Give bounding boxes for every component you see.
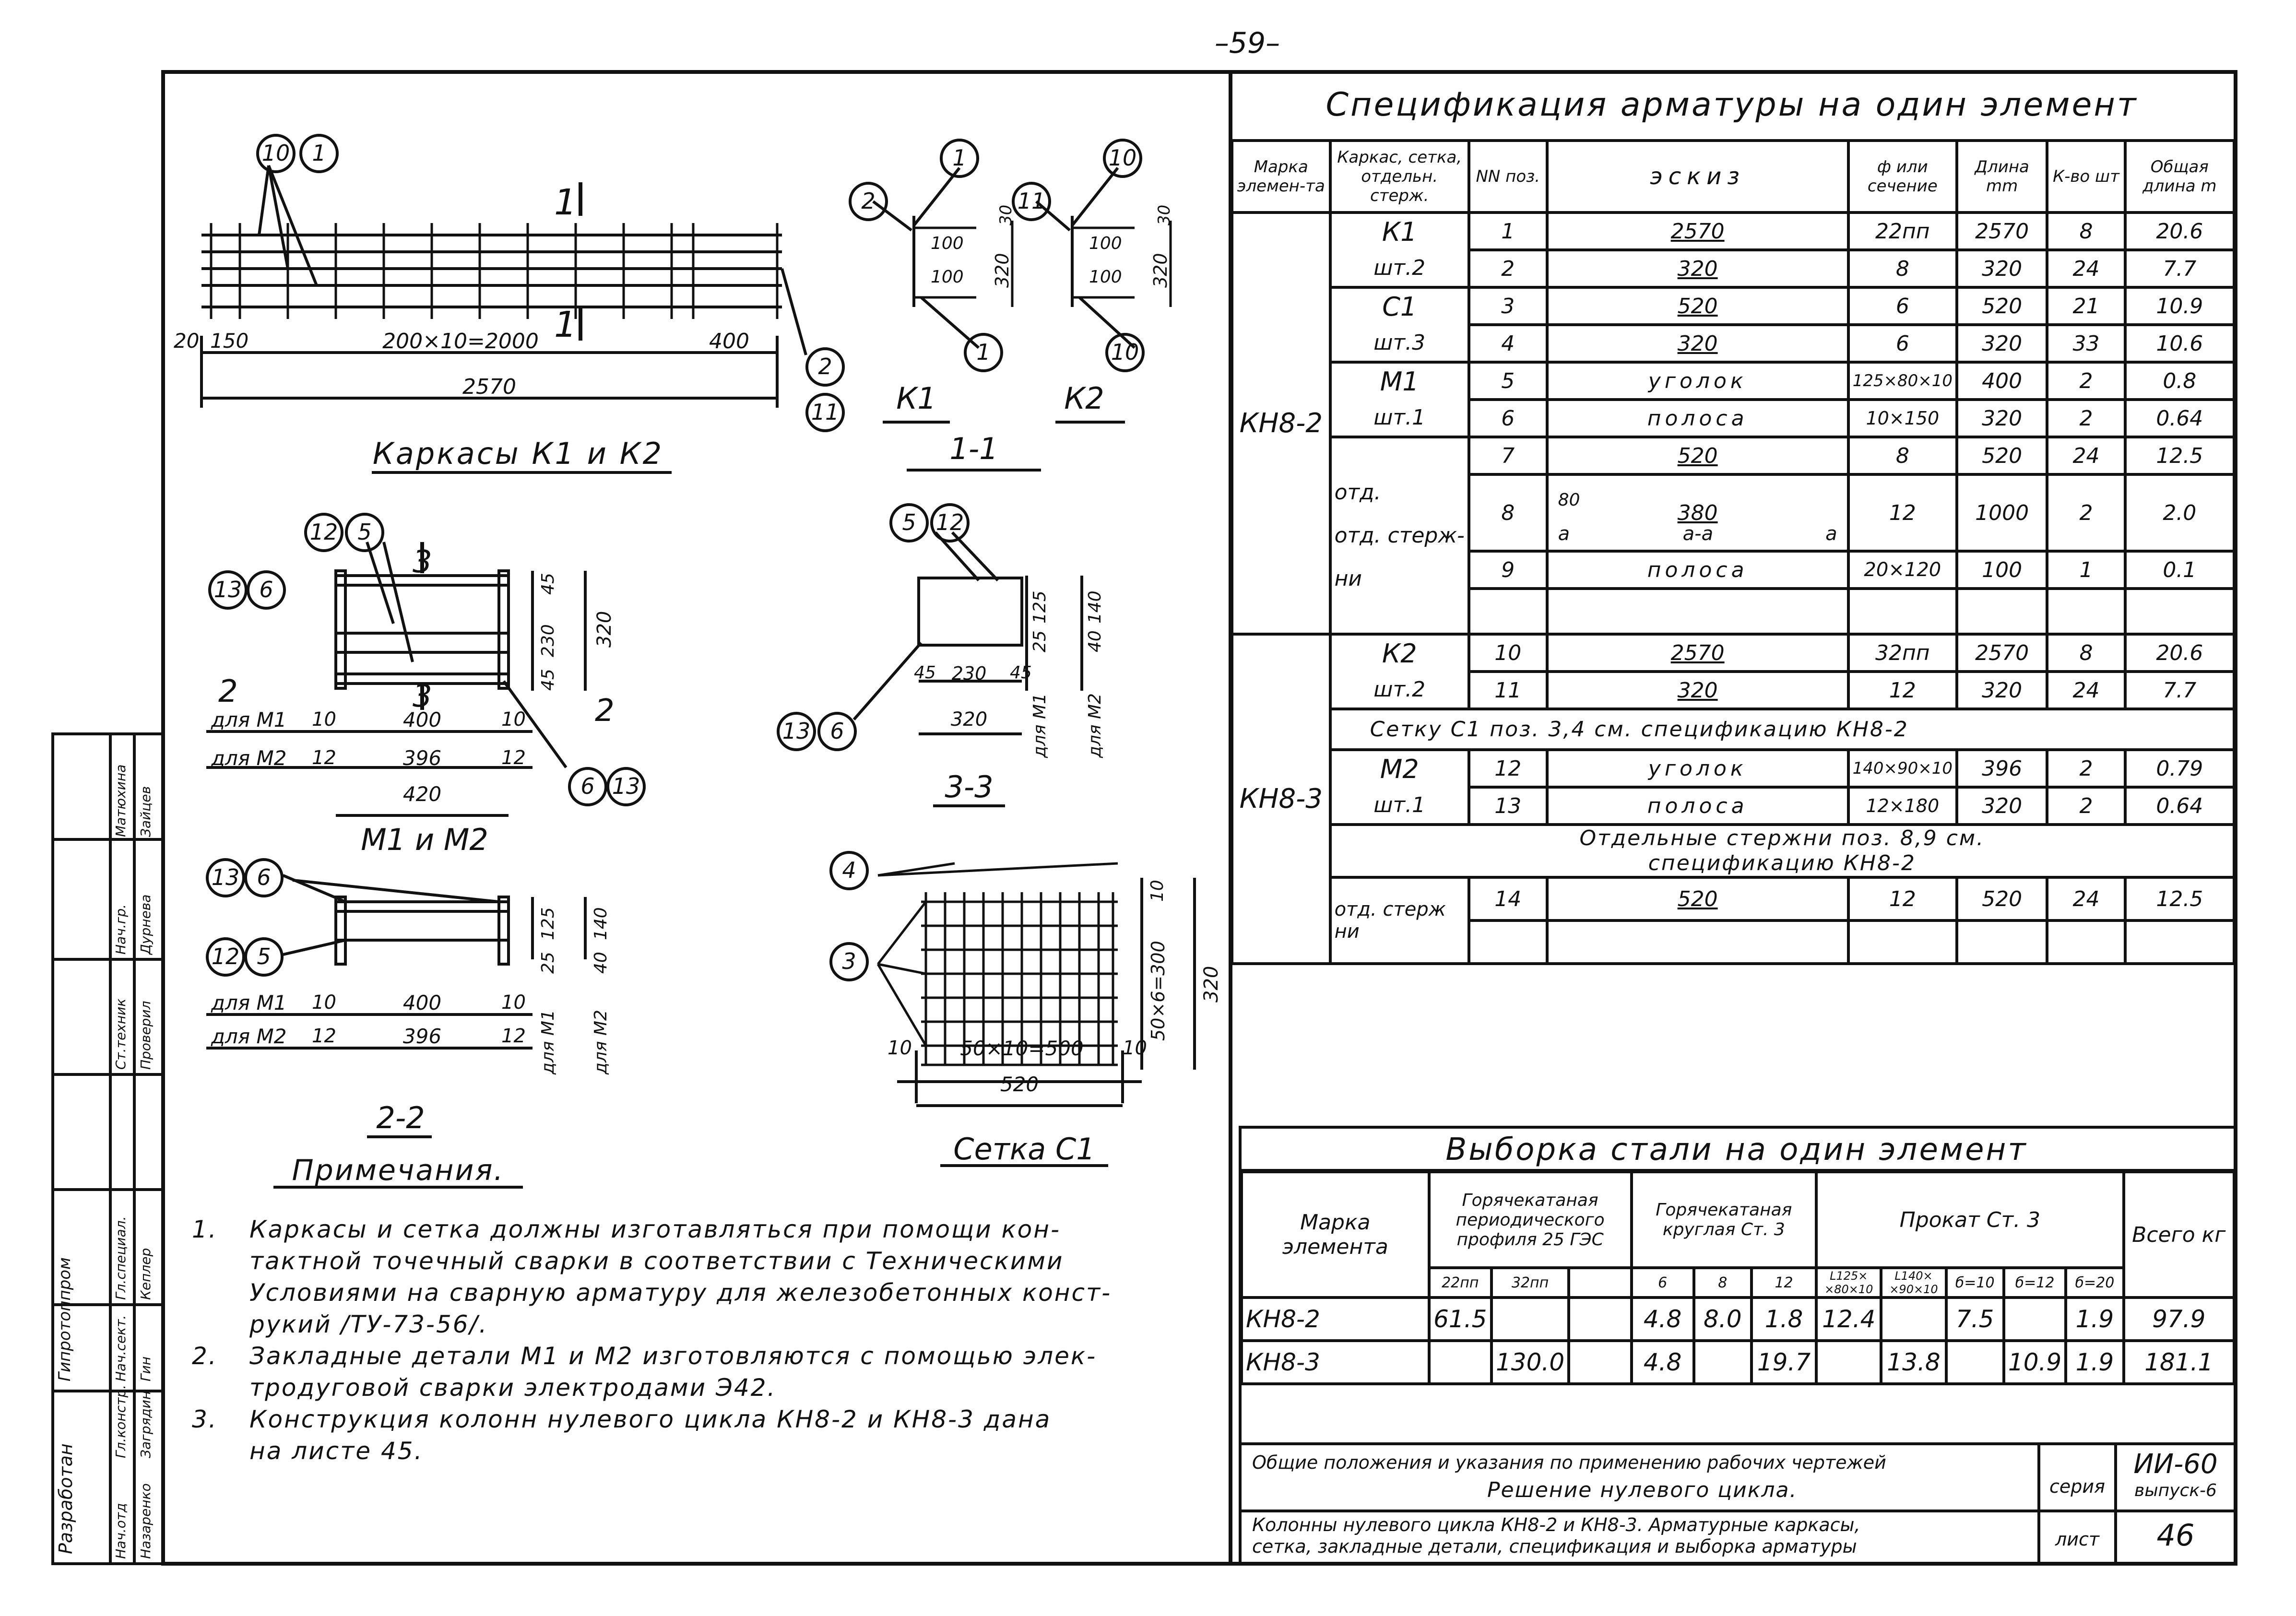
spec-table: Марка элемен-та Каркас, сетка, отдельн. стерж. NN поз. эскиз ф или сечение Длина mm К-во шт Общая длина m КН8-2 К1 1 2570 22пп 2570 8 20.6 шт.2 2 320 8 320 24 7.7 С1 3 520 6 520 21 10.9 шт.3 4 320 6 320 33 10.6 М1 5 уголок 125×80×10 400 2 0.8 шт.1 6 полоса 10×150 320 2 0.64 отд. отд. стерж- ни 7 520 8 520 24 12.5 8 380 80 а а а-а 12 1000 2 2.0 9 полоса 20×120 100 1 0.1 КН8-3 К2 10 2570 32пп 2570 8 20.6 шт.2 11 320 12 320 24 7.7 Сетку С1 поз. 3,4 см. спецификацию КН8-2 М2 12 уголок 140×90×10 396 2 0.79 шт.1 13 полоса 12×180 320 2 0.64 Отдельные стержни поз. 8,9 см. спецификацию КН8-2 отд. стерж ни 14 520 12 520 24 12.5	[1231, 139, 2236, 965]
steel-row: КН8-3 130.0 4.8 19.7 13.8 10.9 1.9 181.1	[1242, 1341, 2234, 1384]
s33-d25: 25	[1030, 630, 1050, 652]
m-d320: 320	[593, 611, 615, 648]
spec-h-pos: NN поз.	[1469, 141, 1547, 212]
spec-h-sketch: эскиз	[1547, 141, 1848, 212]
section-mark-1-top: 1	[554, 182, 577, 223]
dim-20: 20	[174, 329, 200, 353]
tb-sheet: 46	[2156, 1518, 2195, 1553]
m1-d400: 400	[402, 708, 442, 731]
spec-separate-bars: отд. отд. стерж- ни	[1330, 437, 1469, 634]
s11-d100-c: 100	[1089, 234, 1122, 253]
mesh-d320: 320	[1200, 966, 1222, 1003]
note-2: 2. Закладные детали М1 и М2 изготовляются с помощью элек- тродуговой сварки электродами Э42.	[192, 1342, 1097, 1402]
s22-d12-l: 12	[312, 1025, 336, 1047]
mesh-d300: 50×6=300	[1148, 941, 1169, 1041]
s11-d30-b: 30	[1155, 204, 1174, 225]
s33-d45-a: 45	[914, 663, 936, 683]
s22-d396: 396	[402, 1025, 442, 1048]
s33-title: 3-3	[945, 769, 994, 804]
section-1-1-k2: К2	[1064, 381, 1104, 416]
dim-2000: 200×10=2000	[382, 329, 539, 354]
s22-d10-l: 10	[312, 991, 336, 1014]
steel-h-round: Горячекатаная круглая Ст. 3	[1632, 1172, 1817, 1268]
section-mark-3-bottom: 3	[413, 679, 432, 714]
tb-series: ИИ-60	[2133, 1449, 2218, 1480]
sketch-bar: 2570	[1547, 212, 1848, 250]
s22-for-m2: для М2	[211, 1025, 287, 1048]
spec-note-bars: Отдельные стержни поз. 8,9 см. спецификацию КН8-2	[1330, 825, 2234, 877]
section-mark-2-left: 2	[218, 674, 238, 709]
section-1-1-title: 1-1	[949, 431, 998, 466]
notes-list	[192, 1214, 1112, 1467]
steel-table: Марка элемента Горячекатаная периодического профиля 25 ГЭС Горячекатаная круглая Ст. 3 Прокат Ст. 3 Всего кг 22пп 32пп 6 8 12 L125× ×80×10 L140× ×90×10 б=10 б=12 б=20 КН8-2 61.5 4.8 8.0 1.8 12.4 7.5 1.9 97.9 КН8-3 130.0 4.8 19.7 13.8 10.9 1.9 181.1	[1240, 1170, 2236, 1385]
steel-row: КН8-2 61.5 4.8 8.0 1.8 12.4 7.5 1.9 97.9	[1242, 1298, 2234, 1341]
mesh-d500: 50×10=500	[960, 1037, 1084, 1060]
s22-title: 2-2	[376, 1100, 425, 1135]
s22-d12-r: 12	[501, 1025, 526, 1047]
tb-line4: сетка, закладные детали, спецификация и выборка арматуры	[1252, 1536, 1857, 1557]
steel-h-periodic: Горячекатаная периодического профиля 25 ГЭС	[1429, 1172, 1632, 1268]
m-title: М1 и М2	[361, 822, 488, 857]
sketch-bar: 520	[1547, 877, 1848, 920]
s33-d125: 125	[1030, 590, 1050, 624]
s33-for-m2: для М2	[1085, 693, 1105, 758]
section-1-1-k1: К1	[896, 381, 936, 416]
sketch-bar: 320	[1547, 325, 1848, 362]
spec-h-total: Общая длина m	[2125, 141, 2234, 212]
spec-note-mesh: Сетку С1 поз. 3,4 см. спецификацию КН8-2	[1330, 709, 2234, 750]
s33-for-m1: для М1	[1030, 693, 1050, 758]
s11-d100-a: 100	[931, 234, 964, 253]
s33-d320: 320	[950, 708, 988, 731]
sketch-bar: 320	[1547, 250, 1848, 287]
m-d45-b: 45	[538, 669, 558, 691]
note-3: 3. Конструкция колонн нулевого цикла КН8-2 и КН8-3 дана на листе 45.	[192, 1405, 1052, 1465]
s22-d140: 140	[591, 907, 611, 940]
spec-h-frame: Каркас, сетка, отдельн. стерж.	[1330, 141, 1469, 212]
sketch-hook-bar: 380 80 а а а-а	[1547, 474, 1848, 551]
sketch-bar: 520	[1547, 437, 1848, 474]
s33-d140: 140	[1085, 590, 1105, 624]
s22-d25: 25	[538, 952, 558, 974]
steel-h-total: Всего кг	[2124, 1172, 2234, 1298]
steel-h-mark: Марка элемента	[1242, 1172, 1429, 1298]
sketch-bar: 520	[1547, 287, 1848, 325]
s11-d30-a: 30	[996, 204, 1016, 225]
label-for-m2: для М2	[211, 746, 287, 770]
mesh-d10-top: 10	[1148, 880, 1167, 902]
tb-line1: Общие положения и указания по применению рабочих чертежей	[1252, 1452, 1886, 1473]
m2-d12-r: 12	[501, 747, 526, 769]
m1-d10-l: 10	[312, 708, 336, 731]
s22-d400: 400	[402, 991, 442, 1014]
dim-150: 150	[210, 329, 249, 353]
section-mark-1-bottom: 1	[554, 304, 577, 345]
mesh-d10-r: 10	[1123, 1037, 1147, 1059]
spec-h-length: Длина mm	[1957, 141, 2047, 212]
s22-d10-r: 10	[501, 991, 526, 1014]
s22-for-m1: для М1	[211, 991, 287, 1014]
tb-sheet-label: лист	[2055, 1529, 2100, 1550]
s11-d320-a: 320	[992, 253, 1013, 288]
s33-d230: 230	[951, 663, 987, 684]
steel-h-rolled: Прокат Ст. 3	[1816, 1172, 2123, 1268]
section-mark-2-right: 2	[595, 693, 615, 729]
notes-title: Примечания.	[292, 1154, 505, 1187]
m2-d396: 396	[402, 746, 442, 770]
tb-line2: Решение нулевого цикла.	[1487, 1478, 1798, 1502]
m2-d12-l: 12	[312, 747, 336, 769]
tb-issue: выпуск-6	[2134, 1481, 2217, 1500]
spec-title: Спецификация арматуры на один элемент	[1326, 86, 2138, 124]
spec-h-section: ф или сечение	[1848, 141, 1957, 212]
m-d420: 420	[402, 782, 442, 806]
section-mark-3-top: 3	[413, 544, 432, 580]
mesh-title: Сетка С1	[953, 1132, 1095, 1167]
mesh-d520: 520	[1000, 1073, 1039, 1096]
page-number: –59–	[1214, 26, 1280, 60]
s22-for-m2: для М2	[591, 1010, 611, 1074]
dim-400: 400	[709, 329, 749, 354]
spec-kn82: КН8-2	[1232, 212, 1330, 634]
s22-d40: 40	[591, 952, 611, 974]
dim-2570: 2570	[462, 375, 516, 399]
steel-title: Выборка стали на один элемент	[1445, 1132, 2028, 1168]
m-d45-a: 45	[538, 573, 558, 595]
frames-title: Каркасы К1 и К2	[372, 436, 664, 471]
s33-d45-b: 45	[1010, 663, 1032, 683]
s33-d40: 40	[1085, 630, 1105, 652]
m1-d10-r: 10	[501, 708, 526, 731]
spec-h-mark: Марка элемен-та	[1232, 141, 1330, 212]
s11-d100-d: 100	[1089, 267, 1122, 287]
tb-line3: Колонны нулевого цикла КН8-2 и КН8-3. Арматурные каркасы,	[1252, 1514, 1860, 1535]
s11-d320-b: 320	[1150, 253, 1171, 288]
note-1: 1. Каркасы и сетка должны изготавляться при помощи кон- тактной точечный сварки в соответствии с Техническими Условиями на сварную арматуру для железобетонных конст- рукий /ТУ-73-56/.	[192, 1215, 1112, 1338]
s22-for-m1: для М1	[538, 1010, 558, 1074]
spec-h-qty: К-во шт	[2047, 141, 2125, 212]
s11-d100-b: 100	[931, 267, 964, 287]
m-d230: 230	[538, 624, 558, 657]
label-for-m1: для М1	[211, 708, 287, 731]
spec-kn83: КН8-3	[1232, 634, 1330, 964]
mesh-d10-l: 10	[888, 1037, 912, 1059]
s22-d125: 125	[538, 907, 558, 940]
tb-series-label: серия	[2049, 1476, 2105, 1497]
sketch-bar: 320	[1547, 672, 1848, 709]
sketch-bar: 2570	[1547, 634, 1848, 672]
